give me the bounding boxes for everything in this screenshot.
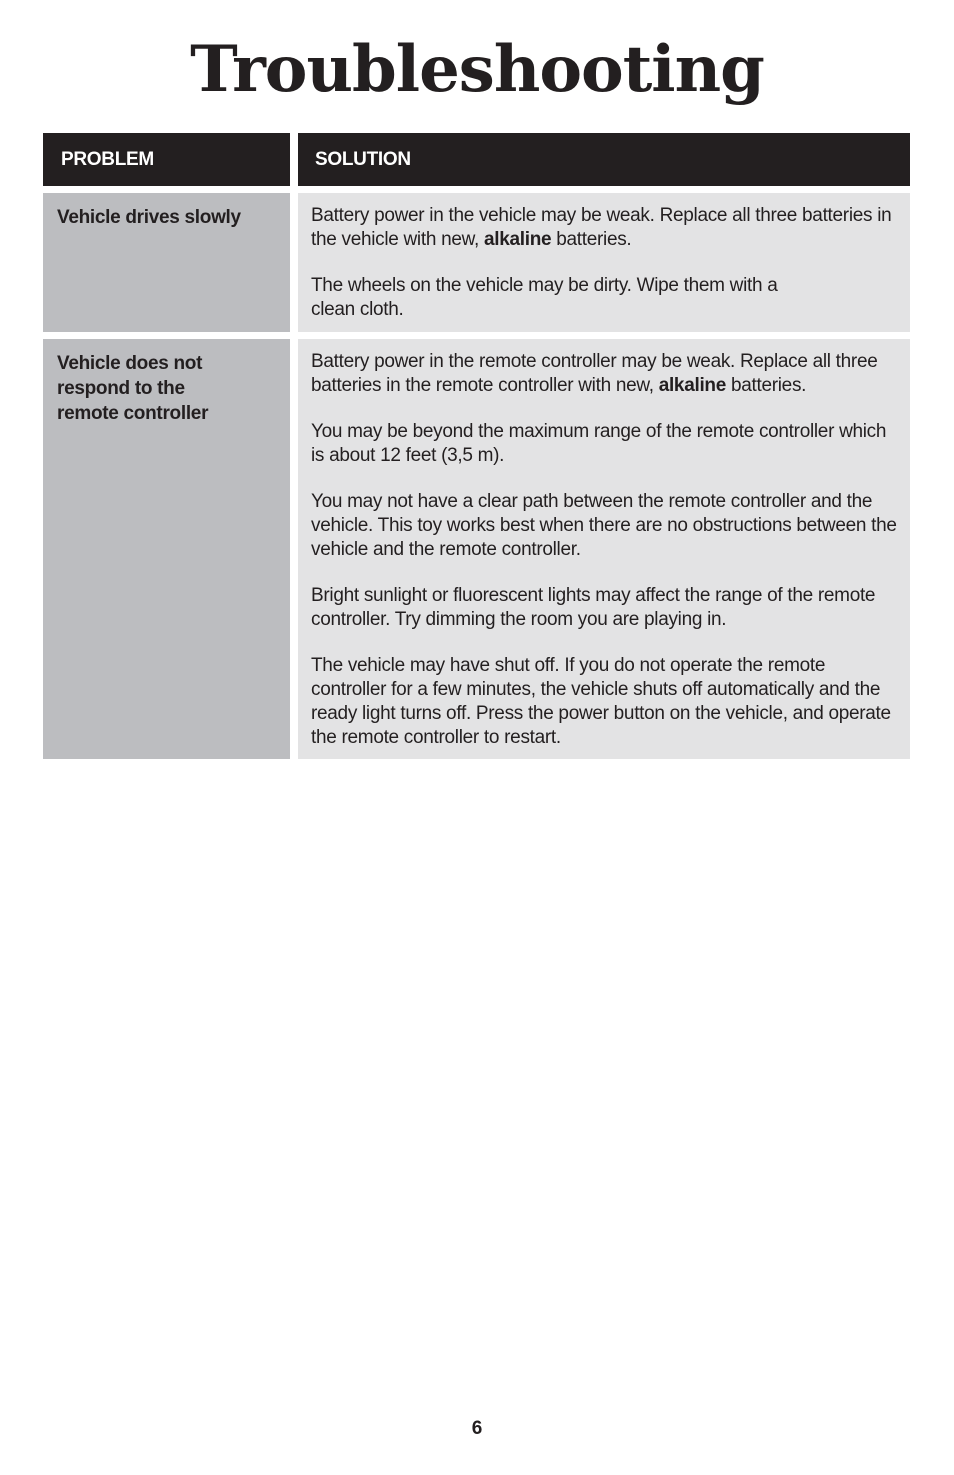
solution-paragraph	[311, 420, 900, 468]
header-solution: SOLUTION	[298, 133, 910, 186]
solution-paragraph	[311, 204, 900, 252]
solution-text: Bright sunlight or fluorescent lights may affect the range of the remote controller. Try dimming the room you are playing in.	[311, 585, 876, 630]
table-row	[43, 193, 910, 332]
solution-text: Battery power in the vehicle may be weak. Replace all three batteries in the vehicle with new,	[311, 205, 892, 250]
solution-text: You may be beyond the maximum range of the remote controller which is about 12 feet (3,5 m).	[311, 421, 887, 466]
solution-text: batteries.	[726, 375, 807, 396]
solution-text: batteries.	[551, 229, 632, 250]
page-number: 6	[471, 1418, 483, 1439]
troubleshooting-table	[43, 133, 910, 766]
solution-text: The wheels on the vehicle may be dirty. Wipe them with a clean cloth.	[311, 275, 778, 320]
solution-paragraph	[311, 584, 900, 632]
problem-cell: Vehicle does not respond to the remote controller	[43, 339, 290, 759]
table-header-row	[43, 133, 910, 186]
table-row	[43, 339, 910, 759]
solution-cell	[298, 339, 910, 759]
solution-text: Battery power in the remote controller may be weak. Replace all three batteries in the remote controller with new,	[311, 351, 878, 396]
solution-text: The vehicle may have shut off. If you do not operate the remote controller for a few minutes, the vehicle shuts off automatically and the ready light turns off. Press the power button on the vehicle, and operate the remote controller to restart.	[311, 655, 891, 748]
solution-paragraph	[311, 274, 900, 322]
solution-text: You may not have a clear path between the remote controller and the vehicle. This toy works best when there are no obstructions between the vehicle and the remote controller.	[311, 491, 897, 560]
solution-paragraph	[311, 490, 900, 562]
problem-cell: Vehicle drives slowly	[43, 193, 290, 332]
page-title: Troubleshooting	[190, 32, 764, 107]
solution-bold-text: alkaline	[658, 375, 726, 396]
solution-bold-text: alkaline	[483, 229, 552, 250]
solution-paragraph	[311, 654, 900, 750]
header-problem: PROBLEM	[43, 133, 290, 186]
solution-cell	[298, 193, 910, 332]
solution-paragraph	[311, 350, 900, 398]
